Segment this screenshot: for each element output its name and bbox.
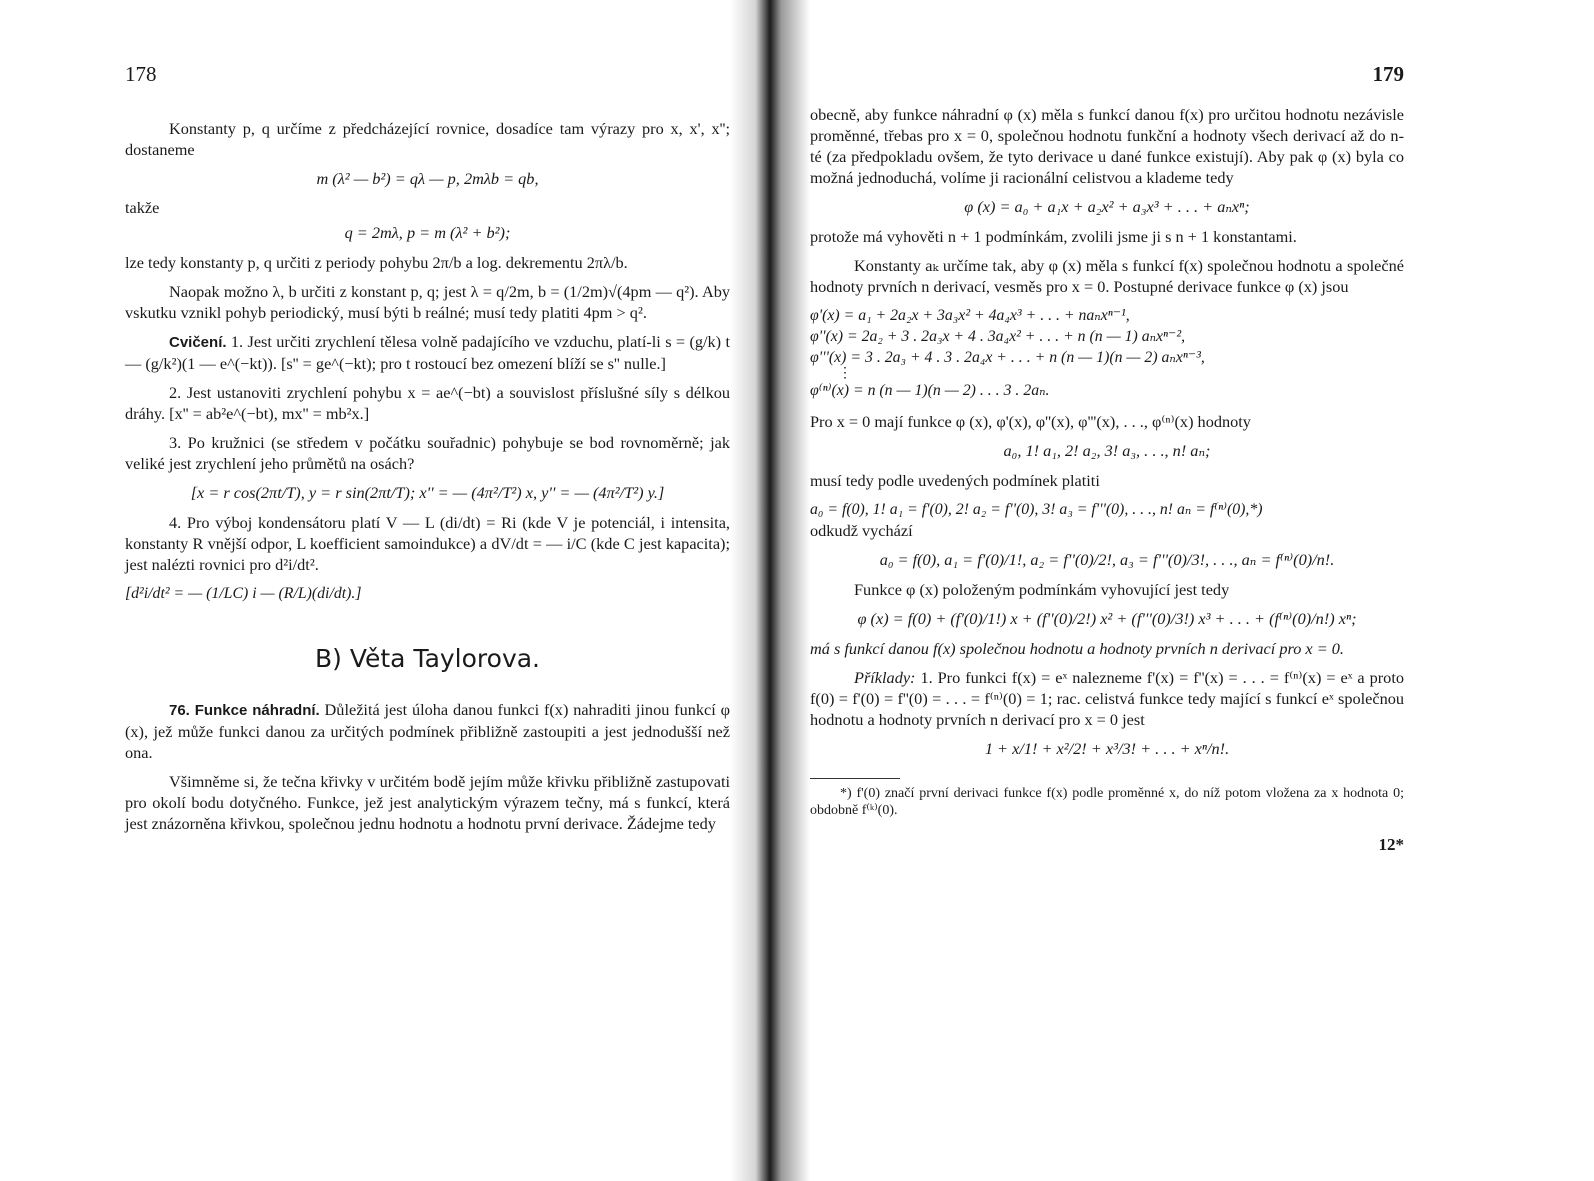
right-page-number: 179 bbox=[1372, 62, 1404, 86]
left-word-takze: takže bbox=[125, 198, 160, 217]
left-exercise-2: 2. Jest ustanoviti zrychlení pohybu x = ae^(−bt) a souvislost příslušné síly s délkou dráhy. [x'' = ab²e^(−bt), mx'' = mb²x.] bbox=[125, 383, 730, 423]
derivative-3: φ'''(x) = 3 . 2a₃ + 4 . 3 . 2a₄x + . . . + n (n — 1)(n — 2) aₙxⁿ⁻³, bbox=[810, 349, 1205, 366]
footnote-rule bbox=[810, 778, 900, 779]
left-exercise-1 bbox=[125, 331, 730, 374]
right-para-4: Pro x = 0 mají funkce φ (x), φ'(x), φ''(x), φ'''(x), . . ., φ⁽ⁿ⁾(x) hodnoty bbox=[810, 412, 1251, 431]
para-76-text: Důležitá jest úloha danou funkci f(x) nahraditi jinou funkcí φ (x), jež může funkci danou za určitých podmínek přibližně zastoupiti a jest jednodušší než ona. bbox=[125, 700, 730, 762]
vertical-dots: ⋮ bbox=[838, 366, 852, 381]
left-para-2: lze tedy konstanty p, q určiti z periody pohybu 2π/b a log. dekrementu 2πλ/b. bbox=[125, 253, 628, 272]
right-equation-conditions: a₀ = f(0), 1! a₁ = f'(0), 2! a₂ = f''(0), 3! a₃ = f'''(0), . . ., n! aₙ = f⁽ⁿ⁾(0),*) bbox=[810, 501, 1263, 518]
right-page bbox=[760, 0, 1594, 1181]
derivative-n: φ⁽ⁿ⁾(x) = n (n — 1)(n — 2) . . . 3 . 2aₙ. bbox=[810, 382, 1050, 399]
footnote: *) f'(0) značí první derivaci funkce f(x) podle proměnné x, do níž potom vložena za x hodnota 0; obdobně f⁽ᵏ⁾(0). bbox=[810, 786, 1404, 818]
right-para-6: Funkce φ (x) položeným podmínkám vyhovující jest tedy bbox=[854, 580, 1230, 599]
derivative-2: φ''(x) = 2a₂ + 3 . 2a₃x + 4 . 3a₄x² + . . . + n (n — 1) aₙxⁿ⁻², bbox=[810, 328, 1186, 345]
exercise-1-text: 1. Jest určiti zrychlení tělesa volně padajícího ve vzduchu, platí-li s = (g/k) t — (g/k²)(1 — e^(−kt)). [s'' = ge^(−kt); pro t rostoucí bez omezení blíží se s'' nulle.] bbox=[125, 332, 730, 373]
right-para-5: musí tedy podle uvedených podmínek platiti bbox=[810, 471, 1100, 490]
left-exercise-3-answer: [x = r cos(2πt/T), y = r sin(2πt/T); x'' = — (4π²/T²) x, y'' = — (4π²/T²) y.] bbox=[190, 483, 665, 502]
right-para-3: Konstanty aₖ určíme tak, aby φ (x) měla s funkcí f(x) společnou hodnotu a společné hodnoty prvních n derivací, vesměs pro x = 0. Postupné derivace funkce φ (x) jsou bbox=[810, 256, 1404, 296]
left-para-1: Konstanty p, q určíme z předcházející rovnice, dosadíce tam výrazy pro x, x', x''; dostaneme bbox=[125, 119, 730, 159]
right-equation-taylor: φ (x) = f(0) + (f'(0)/1!) x + (f''(0)/2!) x² + (f'''(0)/3!) x³ + . . . + (f⁽ⁿ⁾(0)/n!) xⁿ; bbox=[857, 609, 1357, 628]
left-para-76 bbox=[125, 699, 730, 763]
exercise-label: Cvičení. bbox=[169, 334, 227, 351]
right-equation-exp: 1 + x/1! + x²/2! + x³/3! + . . . + xⁿ/n!. bbox=[984, 739, 1230, 758]
left-page bbox=[0, 0, 760, 1181]
left-page-number: 178 bbox=[125, 62, 157, 86]
para-76-label: 76. Funkce náhradní. bbox=[169, 702, 320, 719]
right-equation-phi: φ (x) = a₀ + a₁x + a₂x² + a₃x³ + . . . + aₙxⁿ; bbox=[964, 197, 1250, 216]
right-italic-statement: má s funkcí danou f(x) společnou hodnotu a hodnoty prvních n derivací pro x = 0. bbox=[810, 639, 1344, 658]
signature-mark: 12* bbox=[1378, 835, 1404, 854]
left-equation-2: q = 2mλ, p = m (λ² + b²); bbox=[344, 223, 511, 242]
right-equation-values: a₀, 1! a₁, 2! a₂, 3! a₃, . . ., n! aₙ; bbox=[1003, 441, 1211, 460]
section-title: B) Věta Taylorova. bbox=[314, 644, 541, 673]
right-word-odkud: odkudž vychází bbox=[810, 521, 913, 540]
example-label: Příklady: bbox=[854, 668, 916, 687]
derivatives-block bbox=[810, 305, 1404, 401]
example-1-text: 1. Pro funkci f(x) = eˣ nalezneme f'(x) = f''(x) = . . . = f⁽ⁿ⁾(x) = eˣ a proto f(0) = f'(0) = f''(0) = . . . = f⁽ⁿ⁾(0) = 1; rac. celistvá funkce tedy mající s funkcí eˣ společnou hodnotu a hodnoty prvních n derivací pro x = 0 jest bbox=[810, 668, 1404, 729]
left-exercise-4: 4. Pro výboj kondensátoru platí V — L (di/dt) = Ri (kde V je potenciál, i intensita, konstanty R vnější odpor, L koefficient samoindukce) a dV/dt = — i/C (kde C jest kapacita); jest nalézti rovnici pro d²i/dt². bbox=[125, 513, 730, 574]
derivative-1: φ'(x) = a₁ + 2a₂x + 3a₃x² + 4a₄x³ + . . . + naₙxⁿ⁻¹, bbox=[810, 307, 1130, 324]
left-para-last: Všimněme si, že tečna křivky v určitém bodě jejím může křivku přibližně zastupovati pro okolí bodu dotyčného. Funkce, jež jest analytickým výrazem tečny, má s funkcí, která jest znázorněna křivkou, společnou jednu hodnotu a hodnotu první derivace. Žádejme tedy bbox=[125, 772, 730, 833]
left-exercise-4-answer: [d²i/dt² = — (1/LC) i — (R/L)(di/dt).] bbox=[125, 585, 362, 602]
left-para-3: Naopak možno λ, b určiti z konstant p, q; jest λ = q/2m, b = (1/2m)√(4pm — q²). Aby vskutku vznikl pohyb periodický, musí býti b reálné; musí tedy platiti 4pm > q². bbox=[125, 282, 730, 322]
right-para-2: protože má vyhověti n + 1 podmínkám, zvolili jsme ji s n + 1 konstantami. bbox=[810, 227, 1297, 246]
left-exercise-3: 3. Po kružnici (se středem v počátku souřadnic) pohybuje se bod rovnoměrně; jak veliké jest zrychlení jeho průmětů na osách? bbox=[125, 433, 730, 473]
right-example-1 bbox=[810, 667, 1404, 730]
left-equation-1: m (λ² — b²) = qλ — p, 2mλb = qb, bbox=[316, 169, 539, 188]
right-equation-coefficients: a₀ = f(0), a₁ = f'(0)/1!, a₂ = f''(0)/2!, a₃ = f'''(0)/3!, . . ., aₙ = f⁽ⁿ⁾(0)/n!. bbox=[879, 550, 1335, 569]
right-para-1: obecně, aby funkce náhradní φ (x) měla s funkcí danou f(x) pro určitou hodnotu nezávisle proměnné, třebas pro x = 0, společnou hodnotu funkční a hodnoty všech derivací až do n-té (za předpokladu ovšem, že tyto derivace u dané funkce existují). Aby pak φ (x) byla co možná jednoduchá, volíme ji racionální celistvou a klademe tedy bbox=[810, 105, 1404, 187]
